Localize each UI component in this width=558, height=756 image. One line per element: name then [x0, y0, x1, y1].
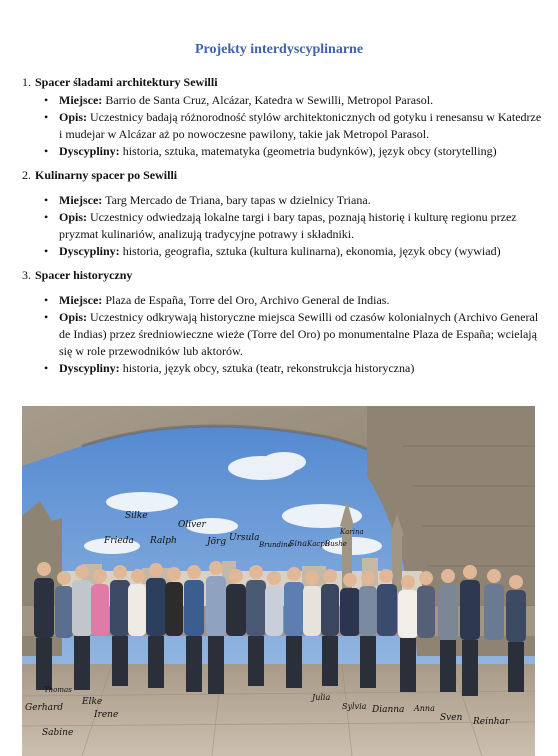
place-value: Barrio de Santa Cruz, Alcázar, Katedra w Sewilli, Metropol Parasol. [105, 93, 434, 107]
disciplines-label: Dyscypliny: [59, 361, 120, 375]
photo-name: Karina [340, 528, 364, 536]
photo-name: Dianna [372, 705, 405, 715]
project-disciplines [50, 143, 542, 160]
project-item [22, 167, 542, 260]
place-value: Targ Mercado de Triana, bary tapas w dzielnicy Triana. [105, 193, 371, 207]
disciplines-label: Dyscypliny: [59, 244, 120, 258]
project-description [50, 209, 542, 243]
project-title: Spacer śladami architektury Sewilli [35, 75, 218, 89]
photo-name: Kacpti [307, 540, 330, 548]
project-item [22, 267, 542, 377]
project-details [22, 192, 542, 260]
project-heading [22, 167, 542, 184]
disciplines-value: historia, język obcy, sztuka (teatr, rekonstrukcja historyczna) [122, 361, 415, 375]
project-place [50, 92, 542, 109]
description-value: Uczestnicy odwiedzają lokalne targi i bary tapas, poznają historię i kulturę regionu przez pryzmat kulinariów, analizują tradycyjne potrawy i składniki. [59, 210, 517, 241]
description-label: Opis: [59, 110, 88, 124]
place-label: Miejsce: [59, 93, 103, 107]
project-number: 1. [22, 75, 31, 89]
photo-name: Jörg [207, 537, 227, 547]
project-description [50, 109, 542, 143]
description-label: Opis: [59, 210, 88, 224]
page-title: Projekty interdyscyplinarne [194, 42, 364, 57]
group-photo [22, 406, 535, 756]
project-list [22, 74, 542, 384]
place-value: Plaza de España, Torre del Oro, Archivo General de Indias. [105, 293, 390, 307]
photo-name: Sina [289, 539, 307, 548]
photo-name: Irene [94, 710, 119, 720]
project-place [50, 292, 542, 309]
photo-name: Bushe [325, 540, 347, 548]
photo-name: Reinhar [473, 717, 510, 727]
project-heading [22, 267, 542, 284]
project-place [50, 192, 542, 209]
photo-name: Julia [312, 693, 331, 702]
project-disciplines [50, 360, 542, 377]
photo-name: Oliver [178, 520, 206, 530]
photo-name: Thomas [44, 686, 72, 694]
description-label: Opis: [59, 310, 88, 324]
project-title: Spacer historyczny [35, 268, 133, 282]
project-description [50, 309, 542, 360]
disciplines-value: historia, geografia, sztuka (kultura kulinarna), ekonomia, język obcy (wywiad) [122, 244, 501, 258]
project-heading [22, 74, 542, 91]
project-item [22, 74, 542, 160]
photo-name: Sabine [42, 728, 74, 738]
project-details [22, 92, 542, 160]
place-label: Miejsce: [59, 193, 103, 207]
description-value: Uczestnicy odkrywają historyczne miejsca Sewilli od czasów kolonialnych (Archivo General de Indias) przez średniowieczne wieże (Torre del Oro) po monumentalne Plaza de España; wcielają się w role przewodników lub aktorów. [59, 310, 539, 358]
disciplines-label: Dyscypliny: [59, 144, 120, 158]
photo-name: Gerhard [25, 703, 64, 713]
description-value: Uczestnicy badają różnorodność stylów architektonicznych od gotyku i renesansu w Katedrze i mudejar w Alcázar aż po nowoczesne pawilony, takie jak Metropol Parasol. [59, 110, 542, 141]
project-number: 2. [22, 168, 31, 182]
photo-name: Anna [414, 704, 435, 713]
project-title: Kulinarny spacer po Sewilli [35, 168, 178, 182]
photo-name: Brundine [259, 541, 292, 549]
group-photo-illustration [22, 406, 535, 756]
photo-name: Sven [440, 713, 463, 723]
disciplines-value: historia, sztuka, matematyka (geometria budynków), język obcy (storytelling) [122, 144, 497, 158]
photo-name: Sylvia [342, 702, 367, 711]
project-disciplines [50, 243, 542, 260]
photo-name: Ralph [150, 536, 177, 546]
photo-name: Frieda [104, 536, 134, 546]
photo-name: Silke [125, 511, 148, 521]
photo-name: Elke [82, 697, 103, 707]
place-label: Miejsce: [59, 293, 103, 307]
project-number: 3. [22, 268, 31, 282]
project-details [22, 292, 542, 377]
photo-name: Ursula [229, 533, 260, 543]
